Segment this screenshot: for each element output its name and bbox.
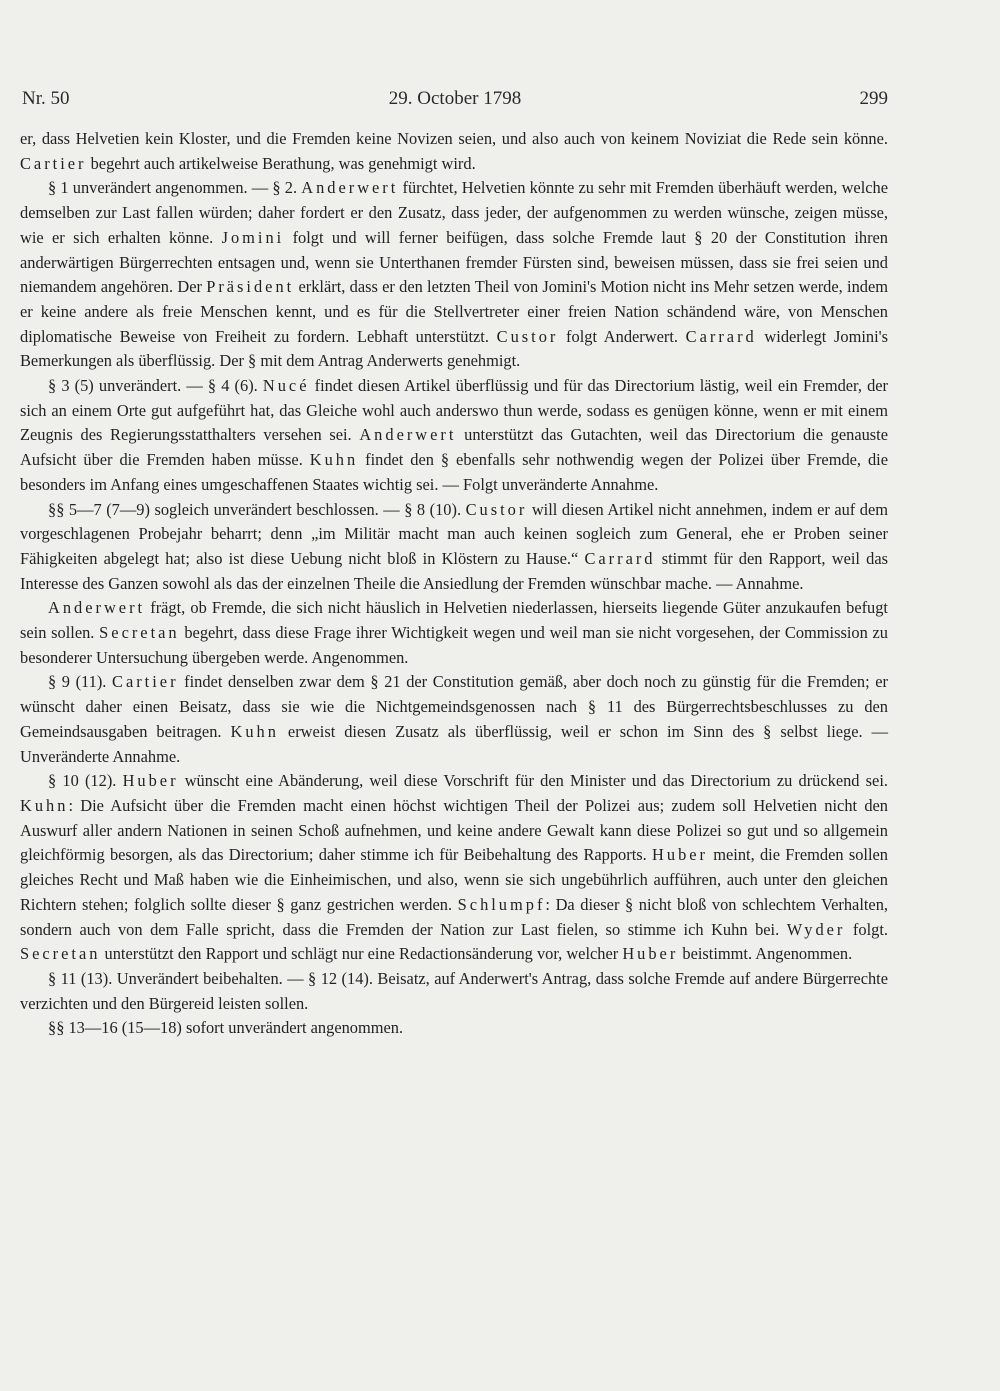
text-run: begehrt, dass diese Frage ihrer Wichtigkeit wegen und weil man sie nicht vorgesehen, der Commission zu besonderer Untersuchung übergeben werde. Angenommen. bbox=[20, 623, 888, 667]
text-run: will diesen Artikel nicht annehmen, indem er auf dem vorgeschlagenen Probejahr beharrt; denn „im Militär macht man auch keinen sogleich zum General, ehe er Proben seiner Fähigkeiten abgelegt hat; also ist diese Uebung nicht bloß in Klöstern zu Hause.“ bbox=[20, 499, 888, 568]
speaker-name: Präsident bbox=[206, 277, 295, 297]
text-run: meint, die Fremden sollen gleiches Recht und Maß haben wie die Einheimischen, und also, wenn sie sich ungebührlich aufführen, auch unter den gleichen Richtern stehen; folglich sollte dieser § ganz gestrichen werden. bbox=[20, 845, 888, 914]
text-run: §§ 13—16 (15—18) sofort unverändert angenommen. bbox=[48, 1018, 404, 1038]
paragraph bbox=[20, 176, 888, 374]
speaker-name: Huber bbox=[652, 845, 708, 865]
text-run: begehrt auch artikelweise Berathung, was genehmigt wird. bbox=[86, 153, 476, 173]
speaker-name: Schlumpf bbox=[457, 894, 546, 914]
text-run: unterstützt das Gutachten, weil das Directorium die genauste Aufsicht über die Fremden haben müsse. bbox=[20, 425, 889, 470]
text-run: : Da dieser § nicht bloß von schlechtem Verhalten, sondern auch von dem Falle spricht, dass die Fremden der Nation zur Last fielen, so stimme ich Kuhn bei. bbox=[20, 894, 888, 939]
document-number: Nr. 50 bbox=[22, 88, 70, 109]
text-run: findet den § ebenfalls sehr nothwendig wegen der Polizei über Fremde, die besonders im Anfang eines umgeschaffenen Staates wichtig sei. — Folgt unveränderte Annahme. bbox=[20, 450, 888, 494]
speaker-name: Kuhn bbox=[230, 721, 279, 741]
paragraph bbox=[20, 670, 888, 769]
paragraph bbox=[20, 1016, 888, 1041]
paragraph bbox=[20, 596, 888, 670]
speaker-name: Nucé bbox=[262, 376, 310, 396]
speaker-name: Secretan bbox=[99, 623, 180, 643]
text-run: § 11 (13). Unverändert beibehalten. — § 12 (14). Beisatz, auf Anderwert's Antrag, dass solche Fremde auf andere Bürgerrechte verzichten und den Bürgereid leisten sollen. bbox=[20, 968, 888, 1013]
text-run: findet denselben zwar dem § 21 der Constitution gemäß, aber doch noch zu günstig für die Fremden; er wünscht daher einen Beisatz, dass sie wie die Nichtgemeindsgenossen nach § 11 des Bürgerrechtsbeschlusses zu den Gemeindsausgaben beitragen. bbox=[20, 672, 888, 741]
text-run: § 1 unverändert angenommen. — § 2. bbox=[48, 178, 302, 198]
speaker-name: Secretan bbox=[20, 944, 101, 964]
text-run: §§ 5—7 (7—9) sogleich unverändert beschlossen. — § 8 (10). bbox=[48, 499, 466, 519]
speaker-name: Kuhn bbox=[20, 795, 69, 815]
speaker-name: Jomini bbox=[221, 227, 285, 247]
paragraph bbox=[20, 127, 888, 176]
speaker-name: Wyder bbox=[786, 919, 846, 939]
text-run: fürchtet, Helvetien könnte zu sehr mit Fremden überhäuft werden, welche demselben zur Last fallen würden; daher fordert er den Zusatz, dass jeder, der aufgenommen zu werden wünsche, zeigen müsse, wie er sich erhalten könne. bbox=[20, 178, 888, 247]
speaker-name: Cartier bbox=[112, 672, 179, 692]
speaker-name: Cartier bbox=[20, 153, 87, 173]
speaker-name: Custor bbox=[465, 499, 528, 519]
text-run: widerlegt Jomini's Bemerkungen als überflüssig. Der § mit dem Antrag Anderwerts genehmigt. bbox=[20, 326, 888, 371]
paragraph bbox=[20, 769, 888, 967]
text-run: erweist diesen Zusatz als überflüssig, weil er schon im Sinn des § selbst liege. — Unveränderte Annahme. bbox=[20, 721, 889, 766]
paragraph bbox=[20, 374, 888, 498]
text-run: folgt und will ferner beifügen, dass solche Fremde laut § 20 der Constitution ihren anderwärtigen Bürgerrechten entsagen und, wenn sie Unterthanen fremder Fürsten sind, beweisen müssen, dass sie frei seien und niemandem angehören. Der bbox=[20, 227, 888, 297]
text-run: folgt. bbox=[845, 919, 888, 939]
speaker-name: Kuhn bbox=[309, 450, 359, 470]
running-header bbox=[22, 88, 888, 112]
text-run: frägt, ob Fremde, die sich nicht häuslich in Helvetien niederlassen, hierseits liegende Güter anzukaufen befugt sein sollen. bbox=[20, 598, 888, 643]
text-run: wünscht eine Abänderung, weil diese Vorschrift für den Minister und das Directorium zu drückend sei. bbox=[178, 771, 888, 791]
text-run: beistimmt. Angenommen. bbox=[678, 944, 853, 964]
speaker-name: Anderwert bbox=[301, 178, 399, 198]
speaker-name: Custor bbox=[496, 326, 559, 346]
speaker-name: Huber bbox=[122, 771, 179, 791]
text-run: unterstützt den Rapport und schlägt nur eine Redactionsänderung vor, welcher bbox=[100, 944, 623, 964]
text-run: § 10 (12). bbox=[48, 771, 123, 791]
speaker-name: Carrard bbox=[584, 548, 656, 568]
text-run: folgt Anderwert. bbox=[558, 326, 686, 346]
speaker-name: Carrard bbox=[685, 326, 757, 346]
text-run: findet diesen Artikel überflüssig und für das Directorium lästig, weil ein Fremder, der sich an einem Orte gut aufgeführt hat, das Gleiche wohl auch anderswo thun werde, sodass es genügen könne, wenn er mit einem Zeugnis des Regierungsstatthalters versehen sei. bbox=[20, 376, 888, 445]
body-text bbox=[20, 127, 888, 1041]
text-run: er, dass Helvetien kein Kloster, und die Fremden keine Novizen seien, und also auch von keinem Noviziat die Rede sein könne. bbox=[20, 129, 888, 148]
page-number: 299 bbox=[859, 88, 888, 109]
paragraph bbox=[20, 967, 888, 1016]
text-run: § 3 (5) unverändert. — § 4 (6). bbox=[48, 376, 263, 396]
speaker-name: Anderwert bbox=[48, 598, 146, 618]
text-run: stimmt für den Rapport, weil das Interesse des Ganzen sowohl als das der einzelnen Theile die Ansiedlung der Fremden wünschbar mache. — Annahme. bbox=[20, 548, 889, 593]
text-run: erklärt, dass er den letzten Theil von Jomini's Motion nicht ins Mehr setzen werde, indem er keine andere als freie Menschen kennt, und es für die Stellvertreter einer freien Nation schändend wäre, von Menschen diplomatische Beweise von Freiheit zu fordern. Lebhaft unterstützt. bbox=[20, 277, 888, 346]
page-date: 29. October 1798 bbox=[388, 88, 522, 109]
text-run: : Die Aufsicht über die Fremden macht einen höchst wichtigen Theil der Polizei aus; zudem soll Helvetien nicht den Auswurf aller andern Nationen in seinen Schoß aufnehmen, und keine andere Gewalt kann diese Polizei so gut und so allgemein gleichförmig besorgen, als das Directorium; daher stimme ich für Beibehaltung des Rapports. bbox=[20, 795, 888, 865]
text-run: § 9 (11). bbox=[48, 672, 113, 692]
speaker-name: Anderwert bbox=[359, 425, 457, 445]
speaker-name: Huber bbox=[622, 944, 679, 964]
paragraph bbox=[20, 498, 888, 597]
